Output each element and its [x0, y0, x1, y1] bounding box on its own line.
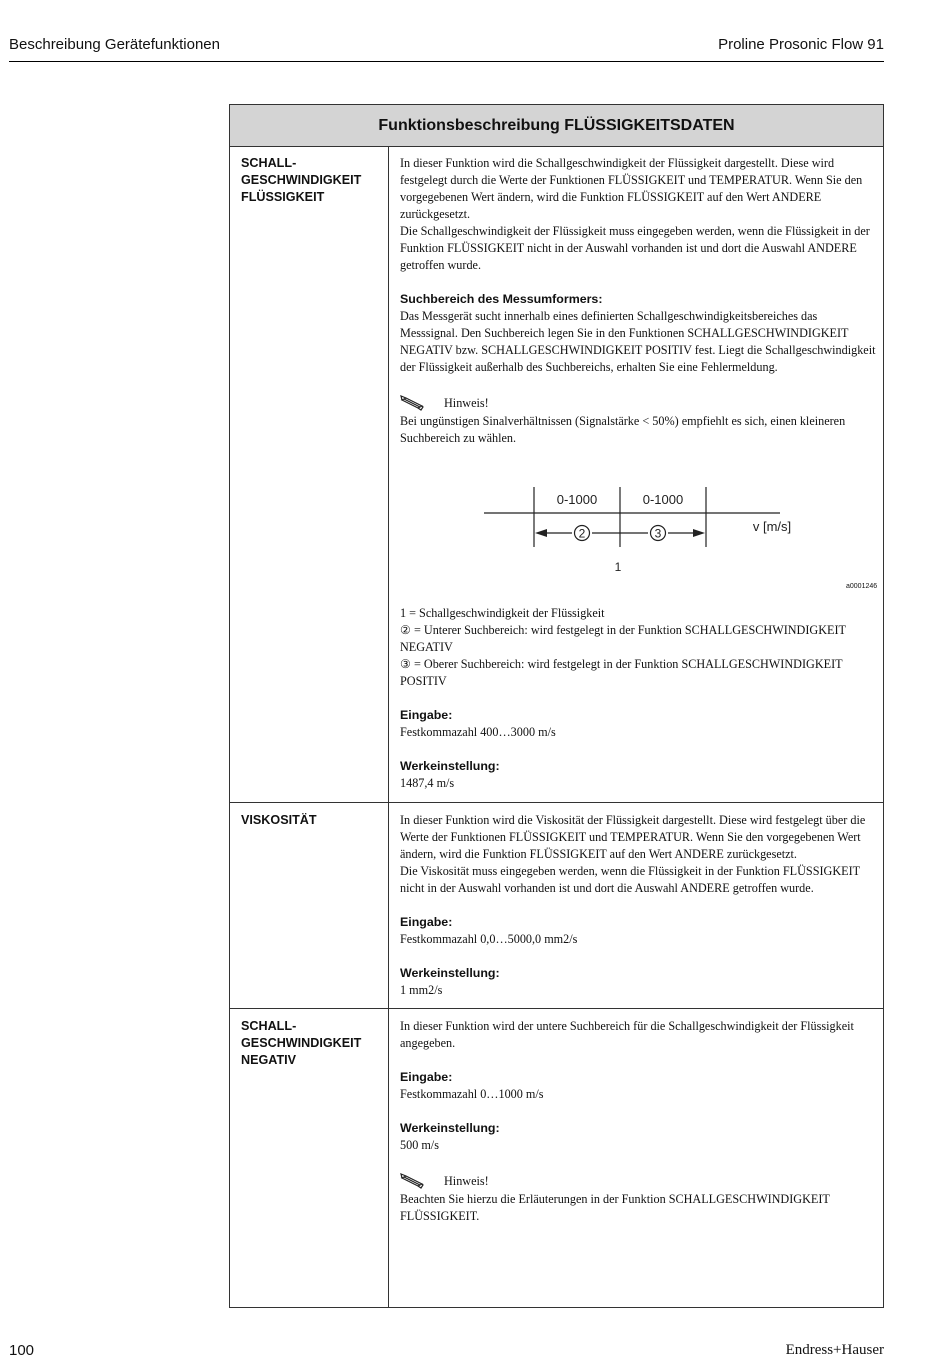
- input-value: Festkommazahl 0,0…5000,0 mm2/s: [400, 932, 578, 946]
- function-name-line: SCHALL-: [241, 156, 297, 170]
- description-paragraph: Die Viskosität muss eingegeben werden, wenn die Flüssigkeit in der Funktion FLÜSSIGKEIT nicht in der Auswahl vorhanden ist und dort die Auswahl ANDERE getroffen wurde.: [400, 864, 860, 895]
- description-paragraph: In dieser Funktion wird die Viskosität der Flüssigkeit dargestellt. Diese wird festgelegt über die Werte der Funktionen FLÜSSIGKEIT und TEMPERATUR. Wenn Sie den vorgegebenen Wert ändern, wird die Funktion FLÜSSIGKEIT auf den Wert ANDERE zurückgesetzt.: [400, 813, 866, 861]
- function-description-schallgeschwindigkeit-negativ: [400, 1018, 878, 1225]
- arrowhead-right-icon: [693, 529, 705, 537]
- description-paragraph: Die Schallgeschwindigkeit der Flüssigkeit muss eingegeben werden, wenn die Flüssigkeit in der Funktion FLÜSSIGKEIT nicht in der Auswahl vorhanden ist und dort die Auswahl ANDERE getroffen wurde.: [400, 224, 870, 272]
- range-label-lower: 0-1000: [556, 492, 598, 507]
- search-range-diagram: [480, 479, 880, 604]
- default-value: 1 mm2/s: [400, 983, 443, 997]
- search-range-heading: Suchbereich des Messumformers:: [400, 292, 603, 306]
- page-header-product: Proline Prosonic Flow 91: [718, 36, 884, 53]
- function-name-line: SCHALL-: [241, 1019, 297, 1033]
- table-title: Funktionsbeschreibung FLÜSSIGKEITSDATEN: [230, 105, 883, 147]
- function-description-viskositaet: [400, 812, 878, 999]
- input-label: Eingabe:: [400, 915, 453, 929]
- default-label: Werkeinstellung:: [400, 759, 500, 773]
- diagram-legend-and-values: [400, 605, 878, 792]
- page-number: 100: [9, 1342, 35, 1359]
- page-header-section: Beschreibung Gerätefunktionen: [9, 36, 220, 53]
- pencil-note-icon: [400, 395, 426, 411]
- legend-item: 1 = Schallgeschwindigkeit der Flüssigkeit: [400, 606, 605, 620]
- description-paragraph: In dieser Funktion wird der untere Suchbereich für die Schallgeschwindigkeit der Flüssigkeit angegeben.: [400, 1019, 854, 1050]
- row-divider: [230, 802, 883, 803]
- brand-name: Endress+Hauser: [785, 1342, 884, 1358]
- legend-item: ② = Unterer Suchbereich: wird festgelegt in der Funktion SCHALLGESCHWINDIGKEIT NEGATIV: [400, 623, 846, 654]
- function-name-line: FLÜSSIGKEIT: [241, 190, 325, 204]
- function-description-schallgeschwindigkeit-fluessigkeit: [400, 155, 878, 447]
- arrowhead-left-icon: [535, 529, 547, 537]
- function-name-schallgeschwindigkeit-negativ: [241, 1018, 361, 1069]
- input-label: Eingabe:: [400, 1070, 453, 1084]
- note-label: Hinweis!: [444, 395, 489, 410]
- description-paragraph: In dieser Funktion wird die Schallgeschwindigkeit der Flüssigkeit dargestellt. Diese wird festgelegt durch die Werte der Funktionen FLÜSSIGKEIT und TEMPERATUR. Wenn Sie den vorgegebenen Wert ändern, wird die Funktion FLÜSSIGKEIT auf den Wert ANDERE zurückgesetzt.: [400, 156, 863, 221]
- function-name-line: GESCHWINDIGKEIT: [241, 173, 362, 187]
- search-range-text: Das Messgerät sucht innerhalb eines definierten Schallgeschwindigkeitsbereiches das Messsignal. Den Suchbereich legen Sie in den Funktionen SCHALLGESCHWINDIGKEIT NEGATIV bzw. SCHALLGESCHWINDIGKEIT POSITIV fest. Liegt die Schallgeschwindigkeit der Flüssigkeit außerhalb des Suchbereichs, erhalten Sie eine Fehlermeldung.: [400, 309, 876, 374]
- drawing-code: a0001246: [846, 583, 878, 590]
- default-value: 1487,4 m/s: [400, 776, 455, 790]
- marker-label-upper: 3: [654, 526, 662, 541]
- input-value: Festkommazahl 400…3000 m/s: [400, 725, 556, 739]
- marker-label-lower: 2: [578, 526, 586, 541]
- default-value: 500 m/s: [400, 1138, 439, 1152]
- note-label: Hinweis!: [444, 1173, 489, 1188]
- function-name-viskositaet: [241, 812, 317, 829]
- function-name-line: NEGATIV: [241, 1053, 297, 1067]
- legend-item: ③ = Oberer Suchbereich: wird festgelegt in der Funktion SCHALLGESCHWINDIGKEIT POSITIV: [400, 657, 843, 688]
- default-label: Werkeinstellung:: [400, 1121, 500, 1135]
- header-rule: [9, 61, 884, 62]
- axis-unit-label: v [m/s]: [752, 519, 792, 534]
- function-name-schallgeschwindigkeit-fluessigkeit: [241, 155, 361, 206]
- note-heading: [400, 393, 878, 413]
- row-divider: [230, 1008, 883, 1009]
- input-value: Festkommazahl 0…1000 m/s: [400, 1087, 544, 1101]
- pencil-note-icon: [400, 1173, 426, 1189]
- note-text: Bei ungünstigen Sinalverhältnissen (Signalstärke < 50%) empfiehlt es sich, einen kleineren Suchbereich zu wählen.: [400, 414, 846, 445]
- column-divider: [388, 147, 389, 1307]
- function-name-line: VISKOSITÄT: [241, 813, 317, 827]
- function-table: [229, 104, 884, 1308]
- default-label: Werkeinstellung:: [400, 966, 500, 980]
- function-name-line: GESCHWINDIGKEIT: [241, 1036, 362, 1050]
- note-text: Beachten Sie hierzu die Erläuterungen in der Funktion SCHALLGESCHWINDIGKEIT FLÜSSIGKEIT.: [400, 1192, 830, 1223]
- input-label: Eingabe:: [400, 708, 453, 722]
- note-heading: [400, 1171, 878, 1191]
- range-label-upper: 0-1000: [642, 492, 684, 507]
- center-label: 1: [614, 560, 622, 574]
